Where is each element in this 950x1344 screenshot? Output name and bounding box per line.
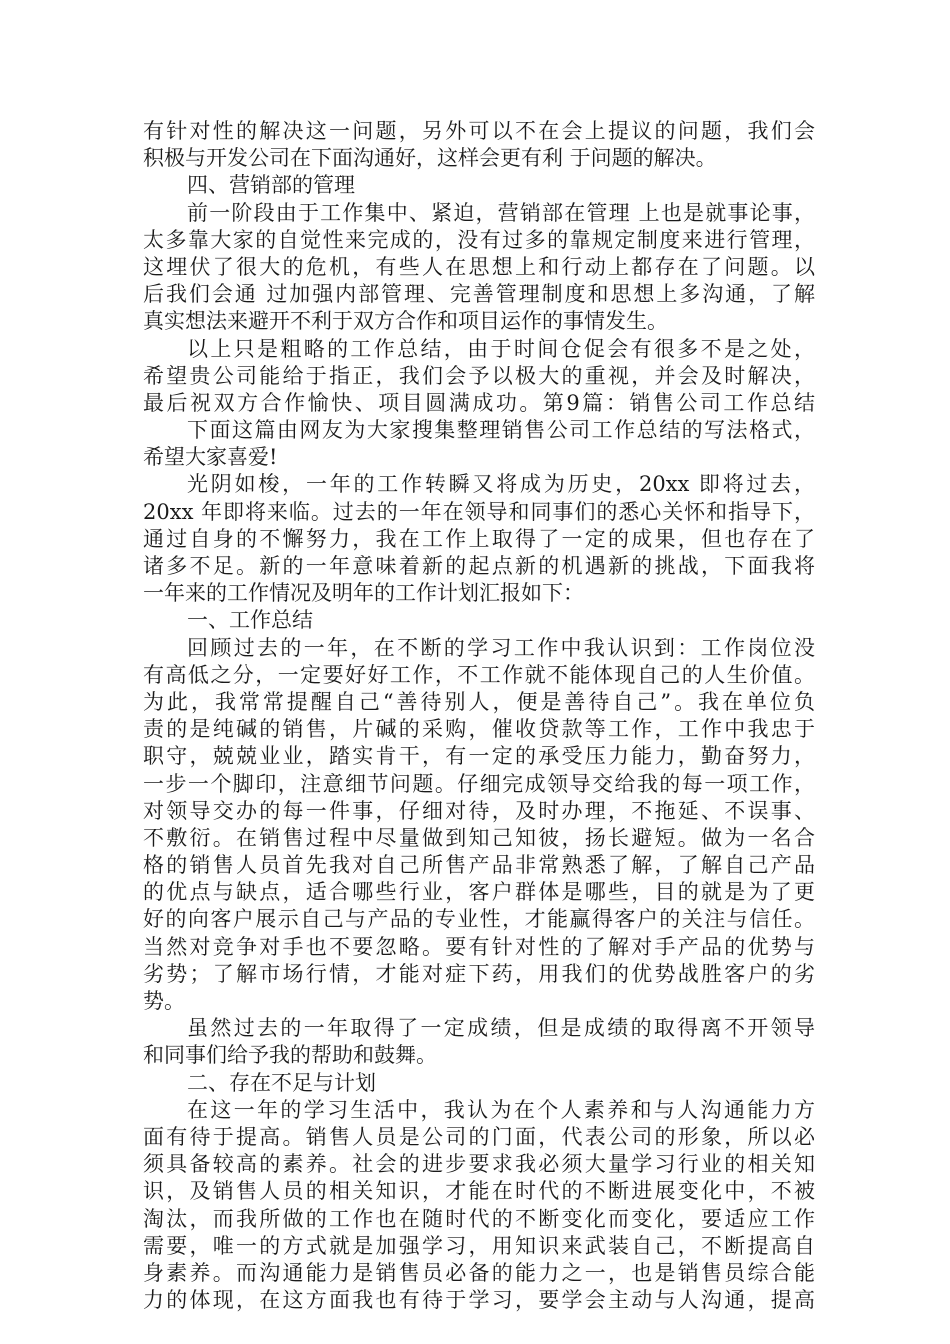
text-line: 职守，兢兢业业，踏实肯干，有一定的承受压力能力，勤奋努力，	[143, 744, 815, 769]
text-line: 识，及销售人员的相关知识，才能在时代的不断进展变化中，不被	[143, 1179, 815, 1204]
text-line: 和同事们给予我的帮助和鼓舞。	[143, 1043, 437, 1068]
document-body	[143, 118, 815, 1314]
text-line: 一、工作总结	[187, 608, 313, 633]
text-line: 势。	[143, 989, 185, 1013]
text-line: 后我们会通 过加强内部管理、完善管理制度和思想上多沟通，了解	[143, 282, 815, 307]
text-line: 有高低之分，一定要好好工作，不工作就不能体现自己的人生价值。	[143, 662, 815, 687]
text-line: 二、存在不足与计划	[187, 1070, 376, 1095]
text-line: 前一阶段由于工作集中、紧迫，营销部在管理 上也是就事论事，	[187, 200, 815, 225]
text-line: 面有待于提高。销售人员是公司的门面，代表公司的形象，所以必	[143, 1124, 815, 1149]
text-line: 20xx 年即将来临。过去的一年在领导和同事们的悉心关怀和指导下，	[143, 499, 815, 524]
text-line: 诸多不足。新的一年意味着新的起点新的机遇新的挑战，下面我将	[143, 554, 815, 578]
text-line: 积极与开发公司在下面沟通好，这样会更有利 于问题的解决。	[143, 146, 717, 171]
text-line: 以上只是粗略的工作总结，由于时间仓促会有很多不是之处，	[187, 336, 815, 361]
text-line: 淘汰，而我所做的工作也在随时代的不断变化而变化，要适应工作	[143, 1206, 815, 1231]
text-line: 虽然过去的一年取得了一定成绩，但是成绩的取得离不开领导	[187, 1016, 815, 1041]
text-line: 身素养。而沟通能力是销售员必备的能力之一，也是销售员综合能	[143, 1260, 815, 1285]
text-line: 希望大家喜爱!	[143, 445, 278, 470]
text-line: 当然对竞争对手也不要忽略。要有针对性的了解对手产品的优势与	[143, 934, 815, 959]
text-line: 四、营销部的管理	[187, 173, 355, 198]
text-line: 一年来的工作情况及明年的工作计划汇报如下：	[143, 581, 584, 606]
text-line: 需要，唯一的方式就是加强学习，用知识来武装自己，不断提高自	[143, 1233, 815, 1258]
text-line: 有针对性的解决这一问题，另外可以不在会上提议的问题，我们会	[143, 119, 815, 143]
text-line: 在这一年的学习生活中，我认为在个人素养和与人沟通能力方	[187, 1097, 815, 1122]
text-line: 对领导交办的每一件事，仔细对待，及时办理，不拖延、不误事、	[143, 798, 815, 823]
text-line: 最后祝双方合作愉快、项目圆满成功。第9篇：销售公司工作总结	[143, 390, 815, 415]
text-line: 格的销售人员首先我对自己所售产品非常熟悉了解，了解自己产品	[143, 853, 815, 878]
text-line: 光阴如梭，一年的工作转瞬又将成为历史，20xx 即将过去，	[187, 472, 815, 497]
text-line: 的优点与缺点，适合哪些行业，客户群体是哪些，目的就是为了更	[143, 880, 815, 905]
text-line: 希望贵公司能给于指正，我们会予以极大的重视，并会及时解决，	[143, 363, 815, 388]
text-line: 太多靠大家的自觉性来完成的，没有过多的靠规定制度来进行管理，	[143, 227, 815, 252]
text-line: 下面这篇由网友为大家搜集整理销售公司工作总结的写法格式，	[187, 418, 815, 443]
text-line: 回顾过去的一年，在不断的学习工作中我认识到：工作岗位没	[187, 635, 815, 660]
text-line: 须具备较高的素养。社会的进步要求我必须大量学习行业的相关知	[143, 1152, 815, 1177]
text-line: 责的是纯碱的销售，片碱的采购，催收贷款等工作，工作中我忠于	[143, 717, 815, 742]
text-line: 一步一个脚印，注意细节问题。仔细完成领导交给我的每一项工作，	[143, 771, 815, 796]
text-line: 力的体现，在这方面我也有待于学习，要学会主动与人沟通，提高	[143, 1288, 815, 1313]
text-line: 为此，我常常提醒自己“善待别人，便是善待自己”。我在单位负	[143, 689, 815, 714]
text-line: 好的向客户展示自己与产品的专业性，才能赢得客户的关注与信任。	[143, 907, 815, 932]
text-line: 这埋伏了很大的危机，有些人在思想上和行动上都存在了问题。以	[143, 254, 815, 279]
text-line: 不敷衍。在销售过程中尽量做到知己知彼，扬长避短。做为一名合	[143, 825, 815, 850]
text-line: 通过自身的不懈努力，我在工作上取得了一定的成果，但也存在了	[143, 526, 815, 551]
text-line: 劣势；了解市场行情，才能对症下药，用我们的优势战胜客户的劣	[143, 961, 815, 986]
text-line: 真实想法来避开不利于双方合作和项目运作的事情发生。	[143, 309, 668, 334]
